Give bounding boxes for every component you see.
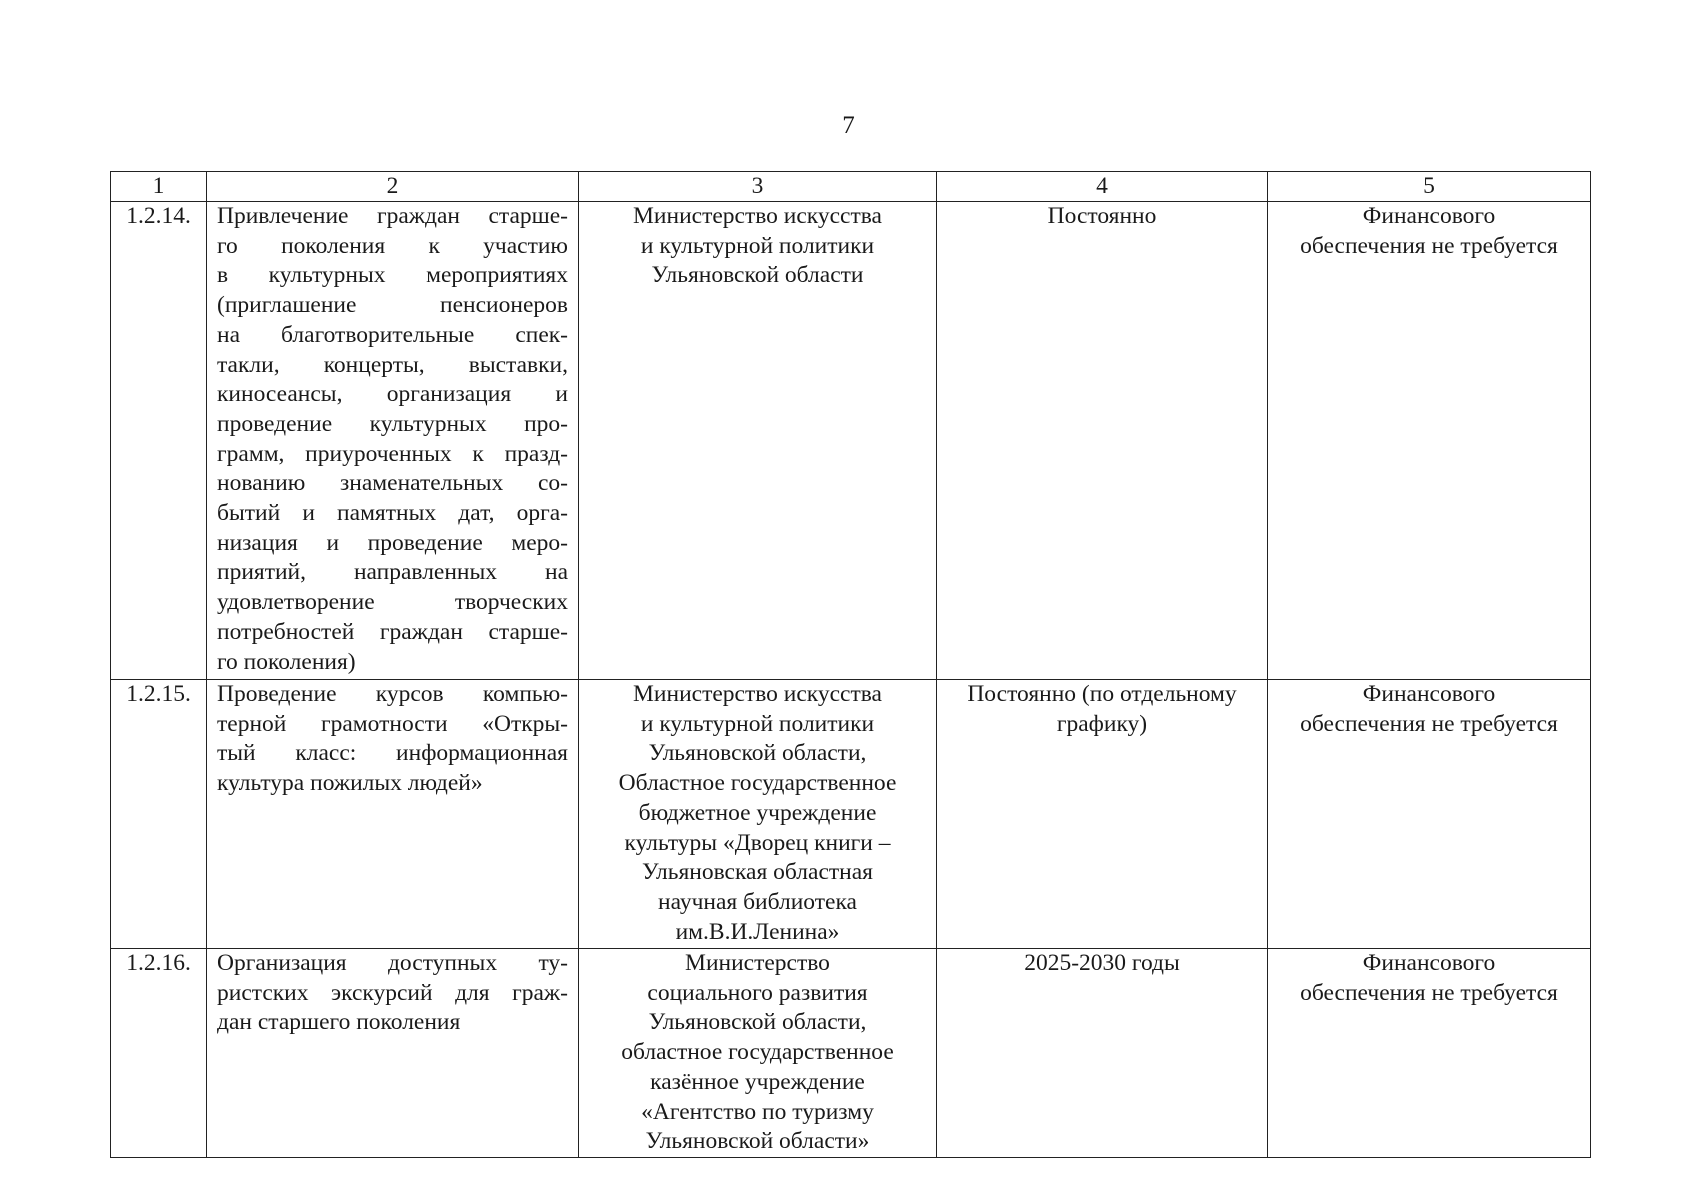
financing-line: обеспечения не требуется bbox=[1300, 710, 1558, 737]
executor-line: Ульяновской области» bbox=[645, 1128, 870, 1155]
financing-line: обеспечения не требуется bbox=[1300, 232, 1558, 259]
measure-description-line: бытий и памятных дат, орга- bbox=[217, 500, 568, 527]
executor-line: культуры «Дворец книги – bbox=[624, 829, 891, 856]
measure-description-line: (приглашение пенсионеров bbox=[217, 292, 568, 319]
term bbox=[937, 949, 1268, 1158]
table-header-row bbox=[111, 172, 1591, 202]
measure-description-line: Проведение курсов компью- bbox=[217, 681, 568, 707]
term-line: графику) bbox=[1056, 710, 1148, 737]
measure-description-line: Организация доступных ту- bbox=[217, 950, 568, 976]
measure-description-line: такли, концерты, выставки, bbox=[217, 351, 568, 378]
financing-line: Финансового bbox=[1362, 681, 1496, 707]
table-row bbox=[111, 949, 1591, 1158]
measure-description-line: проведение культурных про- bbox=[217, 410, 568, 437]
measure-description-line: го поколения к участию bbox=[217, 232, 568, 259]
executor-line: Ульяновской области bbox=[651, 262, 864, 289]
financing-line: Финансового bbox=[1362, 950, 1496, 976]
measure-description-line: киносеансы, организация и bbox=[217, 381, 568, 408]
executor-line: им.В.И.Ленина» bbox=[675, 918, 840, 945]
term bbox=[937, 202, 1268, 680]
financing bbox=[1268, 202, 1591, 680]
executor-line: Ульяновской области, bbox=[648, 1009, 867, 1036]
row-number: 1.2.15. bbox=[111, 680, 207, 949]
executor-line: бюджетное учреждение bbox=[638, 799, 877, 826]
measure-description-line: низация и проведение меро- bbox=[217, 529, 568, 556]
measure-description bbox=[207, 949, 579, 1158]
row-number: 1.2.14. bbox=[111, 202, 207, 680]
executor bbox=[579, 949, 937, 1158]
term-line: Постоянно bbox=[1047, 203, 1157, 229]
executor-line: казённое учреждение bbox=[650, 1068, 865, 1095]
measure-description-line: тый класс: информационная bbox=[217, 740, 568, 767]
measure-description-line: потребностей граждан старше- bbox=[217, 618, 568, 645]
executor-line: научная библиотека bbox=[658, 888, 857, 915]
measure-description-line: дан старшего поколения bbox=[217, 1009, 461, 1036]
header-cell-2: 2 bbox=[207, 172, 579, 202]
executor-line: «Агентство по туризму bbox=[641, 1098, 874, 1125]
row-number: 1.2.16. bbox=[111, 949, 207, 1158]
measure-description-line: ристских экскурсий для граж- bbox=[217, 979, 568, 1006]
term-line: Постоянно (по отдельному bbox=[967, 681, 1237, 707]
measure-description-line: грамм, приуроченных к празд- bbox=[217, 440, 568, 467]
executor-line: и культурной политики bbox=[640, 232, 875, 259]
measure-description bbox=[207, 202, 579, 680]
executor-line: Министерство bbox=[685, 950, 830, 976]
page-number: 7 bbox=[842, 112, 855, 139]
executor-line: социального развития bbox=[647, 979, 868, 1006]
executor-line: Министерство искусства bbox=[633, 203, 882, 229]
executor bbox=[579, 680, 937, 949]
table-row bbox=[111, 680, 1591, 949]
executor-line: Ульяновской области, bbox=[648, 740, 867, 767]
executor-line: Ульяновская областная bbox=[642, 859, 873, 886]
term bbox=[937, 680, 1268, 949]
executor-line: и культурной политики bbox=[640, 710, 875, 737]
measure-description-line: культура пожилых людей» bbox=[217, 770, 483, 797]
measure-description-line: нованию знаменательных со- bbox=[217, 470, 568, 497]
executor-line: Областное государственное bbox=[618, 770, 897, 797]
header-cell-3: 3 bbox=[579, 172, 937, 202]
measures-table bbox=[110, 171, 1591, 1158]
measure-description bbox=[207, 680, 579, 949]
measure-description-line: Привлечение граждан старше- bbox=[217, 203, 568, 229]
measure-description-line: приятий, направленных на bbox=[217, 559, 568, 586]
executor-line: областное государственное bbox=[621, 1039, 894, 1066]
table-row bbox=[111, 202, 1591, 680]
header-cell-5: 5 bbox=[1268, 172, 1591, 202]
financing bbox=[1268, 949, 1591, 1158]
measure-description-line: на благотворительные спек- bbox=[217, 321, 568, 348]
financing-line: Финансового bbox=[1362, 203, 1496, 229]
header-cell-4: 4 bbox=[937, 172, 1268, 202]
financing-line: обеспечения не требуется bbox=[1300, 979, 1558, 1006]
measure-description-line: удовлетворение творческих bbox=[217, 589, 568, 616]
financing bbox=[1268, 680, 1591, 949]
executor-line: Министерство искусства bbox=[633, 681, 882, 707]
executor bbox=[579, 202, 937, 680]
measure-description-line: терной грамотности «Откры- bbox=[217, 710, 568, 737]
measure-description-line: в культурных мероприятиях bbox=[217, 262, 568, 289]
header-cell-1: 1 bbox=[111, 172, 207, 202]
term-line: 2025-2030 годы bbox=[1024, 950, 1180, 976]
measure-description-line: го поколения) bbox=[217, 648, 356, 675]
